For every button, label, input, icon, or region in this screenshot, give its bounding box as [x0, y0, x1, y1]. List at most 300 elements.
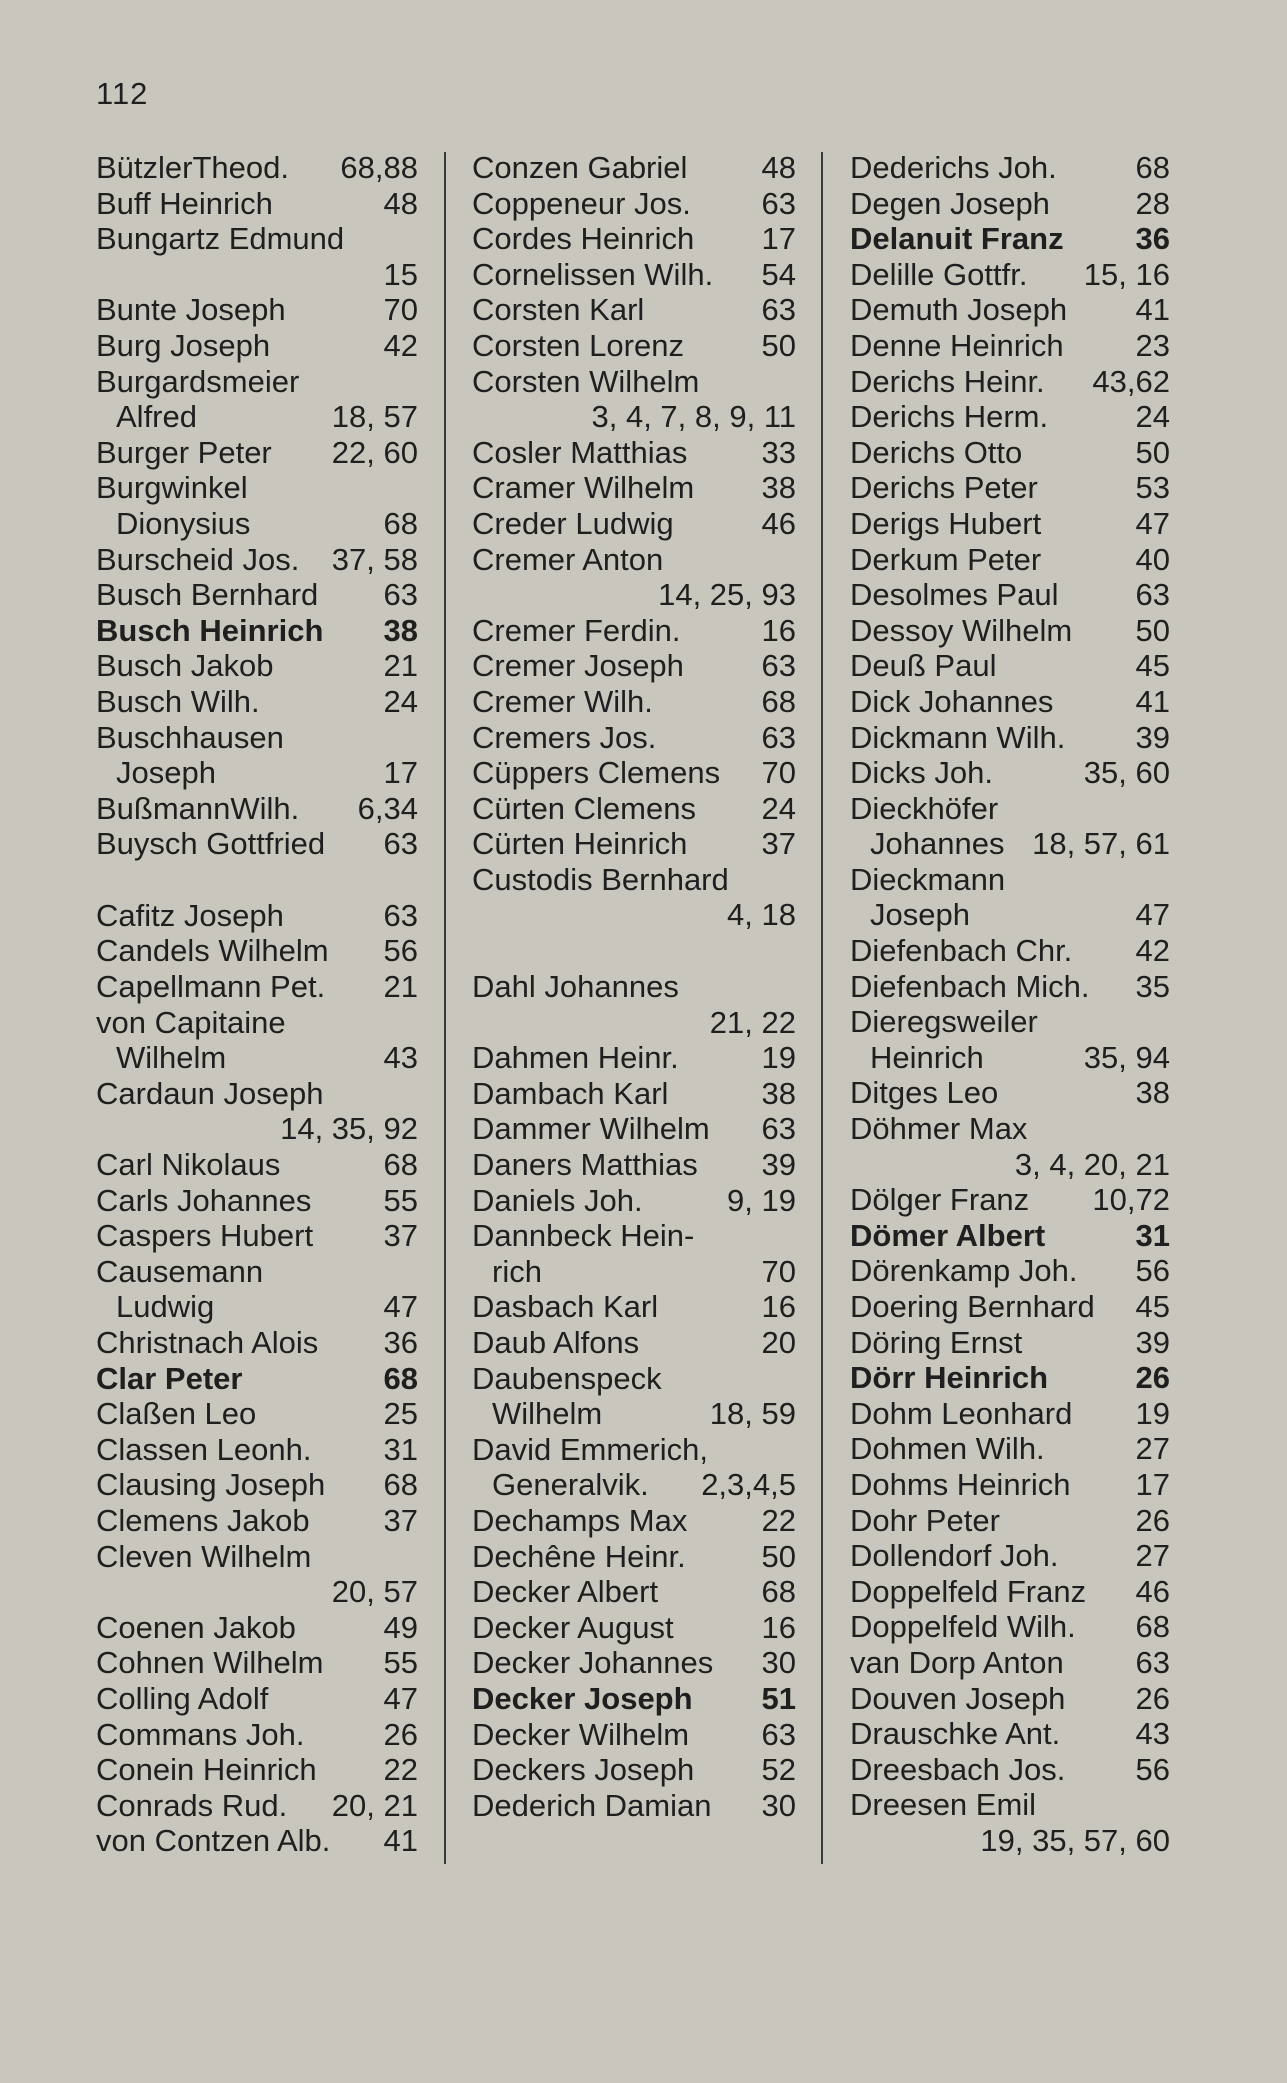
- index-entry-name: Dieregsweiler: [850, 1004, 1038, 1040]
- index-entry-name: Busch Heinrich: [96, 612, 324, 648]
- index-entry-pages: 36: [383, 1325, 418, 1360]
- index-entry-pages: 63: [761, 185, 796, 221]
- index-entry: [96, 1645, 418, 1681]
- index-entry: [96, 613, 418, 649]
- index-entry-name: Cürten Clemens: [472, 790, 696, 826]
- index-entry-pages: 39: [1135, 719, 1170, 755]
- index-entry-name: Diefenbach Chr.: [850, 933, 1073, 969]
- index-entry: [472, 1325, 796, 1361]
- index-entry-pages: 14, 35, 92: [280, 1111, 418, 1147]
- index-entry-name: Deckers Joseph: [472, 1752, 695, 1788]
- index-entry-name: Delille Gottfr.: [850, 256, 1028, 292]
- index-entry-name: Bungartz Edmund: [96, 221, 345, 257]
- index-entry-pages: 43,62: [1092, 363, 1170, 399]
- index-column-2: [472, 150, 796, 1823]
- index-entry: [96, 470, 418, 506]
- index-entry-pages: 9, 19: [727, 1182, 796, 1218]
- index-entry-pages: 22: [383, 1752, 418, 1788]
- index-entry-name: Cremer Wilh.: [472, 683, 653, 719]
- index-entry-name: Decker Albert: [472, 1574, 659, 1610]
- index-entry-pages: 45: [1135, 1289, 1170, 1324]
- index-entry-name: Decker August: [472, 1609, 674, 1645]
- index-entry: [850, 1289, 1170, 1325]
- index-entry: [850, 1574, 1170, 1610]
- index-entry: [96, 1432, 418, 1468]
- index-entry: [472, 1574, 796, 1610]
- index-entry-pages: 42: [383, 327, 418, 363]
- index-entry-name: Dohr Peter: [850, 1502, 1000, 1538]
- index-entry-pages: 53: [1135, 470, 1170, 506]
- index-entry-name: BützlerTheod.: [96, 150, 289, 185]
- index-entry: [850, 933, 1170, 969]
- index-entry: [850, 364, 1170, 400]
- index-entry-pages: 6,34: [357, 790, 418, 826]
- index-entry-pages: 24: [761, 790, 796, 826]
- index-entry: [472, 506, 796, 542]
- index-entry-name: Cremer Ferdin.: [472, 612, 681, 648]
- index-entry-name: Douven Joseph: [850, 1680, 1066, 1716]
- index-entry: [472, 1076, 796, 1112]
- index-entry-pages: 47: [383, 1680, 418, 1716]
- index-entry-continuation: [472, 1254, 796, 1290]
- index-entry-name: Demuth Joseph: [850, 292, 1068, 328]
- index-entry-name: Corsten Lorenz: [472, 327, 684, 363]
- index-entry: [850, 1538, 1170, 1574]
- index-entry: [96, 1539, 418, 1575]
- index-entry-name: von Contzen Alb.: [96, 1823, 331, 1859]
- index-entry: [850, 1645, 1170, 1681]
- index-entry: [850, 1360, 1170, 1396]
- index-entry-name: Daners Matthias: [472, 1147, 698, 1183]
- index-entry-name: Burger Peter: [96, 434, 272, 470]
- index-entry-pages: 26: [1135, 1680, 1170, 1716]
- index-entry-name: Decker Wilhelm: [472, 1716, 690, 1752]
- index-entry: [472, 1040, 796, 1076]
- index-entry-pages: 55: [383, 1645, 418, 1681]
- index-entry: [850, 1218, 1170, 1254]
- index-entry-name: Dechamps Max: [472, 1502, 688, 1538]
- index-column-3: [850, 150, 1170, 1859]
- index-entry: [472, 1218, 796, 1254]
- index-entry-pages: 54: [761, 256, 796, 292]
- index-entry: [472, 613, 796, 649]
- index-entry: [96, 1396, 418, 1432]
- index-entry-name: Dölger Franz: [850, 1182, 1030, 1218]
- index-entry-pages: 19: [761, 1040, 796, 1076]
- index-entry: [850, 862, 1170, 898]
- index-entry-continuation: [96, 1040, 418, 1076]
- index-entry: [850, 1075, 1170, 1111]
- index-entry-name: Cohnen Wilhelm: [96, 1645, 324, 1681]
- index-entry: [472, 150, 796, 186]
- index-entry-name: Dambach Karl: [472, 1075, 669, 1111]
- index-entry-pages: 68: [1135, 1609, 1170, 1645]
- index-entry-name: Colling Adolf: [96, 1680, 269, 1716]
- index-entry-name: Claßen Leo: [96, 1396, 257, 1432]
- index-entry-pages: 18, 57, 61: [1032, 826, 1170, 862]
- index-entry-name: Dieckhöfer: [850, 790, 999, 826]
- index-entry-pages: 20, 21: [331, 1787, 418, 1823]
- index-entry: [96, 1005, 418, 1041]
- index-entry-name: Cramer Wilhelm: [472, 470, 695, 506]
- index-entry-pages: 35, 60: [1083, 755, 1170, 791]
- index-entry: [96, 1325, 418, 1361]
- index-entry-name: Carl Nikolaus: [96, 1147, 281, 1183]
- index-entry-pages: 30: [761, 1787, 796, 1823]
- index-entry-pages: 70: [761, 755, 796, 791]
- index-entry-name: Burgwinkel: [96, 470, 248, 506]
- index-entry-pages: 49: [383, 1609, 418, 1645]
- index-entry: [96, 720, 418, 756]
- index-entry-pages: 22: [761, 1502, 796, 1538]
- index-entry: [96, 150, 418, 186]
- index-entry-name: Classen Leonh.: [96, 1431, 312, 1467]
- index-entry-pages: 26: [1135, 1502, 1170, 1538]
- index-entry: [850, 1431, 1170, 1467]
- index-entry-pages: 56: [383, 933, 418, 969]
- index-entry: [850, 720, 1170, 756]
- index-entry: [850, 435, 1170, 471]
- index-entry-continuation: [850, 1040, 1170, 1076]
- index-entry-pages: 4, 18: [727, 897, 796, 933]
- index-entry-pages: 41: [383, 1823, 418, 1859]
- index-entry-name: Cremers Jos.: [472, 719, 657, 755]
- index-entry-continuation: [472, 1396, 796, 1432]
- index-entry-name: Cremer Anton: [472, 541, 664, 577]
- index-entry-pages: 43: [1135, 1716, 1170, 1752]
- index-entry-name: von Capitaine: [96, 1004, 286, 1040]
- index-entry-pages: 33: [761, 434, 796, 470]
- index-entry: [850, 150, 1170, 186]
- index-entry-pages: 40: [1135, 541, 1170, 577]
- index-entry-pages: 30: [761, 1645, 796, 1681]
- index-entry-name: Degen Joseph: [850, 185, 1050, 221]
- index-entry: [472, 1432, 796, 1468]
- index-entry: [850, 1396, 1170, 1432]
- index-entry-name: Derichs Herm.: [850, 399, 1049, 435]
- index-entry-pages: 35: [1135, 968, 1170, 1004]
- index-entry: [850, 328, 1170, 364]
- index-entry: [96, 1752, 418, 1788]
- index-entry-name: Dasbach Karl: [472, 1289, 659, 1325]
- index-entry-name: Buff Heinrich: [96, 185, 273, 221]
- index-entry-name: Candels Wilhelm: [96, 933, 329, 969]
- index-entry-pages: 31: [383, 1431, 418, 1467]
- index-entry-name: Doppelfeld Wilh.: [850, 1609, 1076, 1645]
- index-entry: [850, 542, 1170, 578]
- index-entry-name: Cornelissen Wilh.: [472, 256, 714, 292]
- index-entry-continuation: [96, 399, 418, 435]
- index-entry-pages: 70: [761, 1253, 796, 1289]
- index-entry: [850, 221, 1170, 257]
- section-gap: [96, 862, 418, 898]
- index-entry: [472, 648, 796, 684]
- index-entry-pages: 21: [383, 969, 418, 1005]
- index-entry-name: Doering Bernhard: [850, 1289, 1095, 1324]
- index-entry-pages: 26: [383, 1716, 418, 1752]
- index-entry-name: Derigs Hubert: [850, 505, 1042, 541]
- index-entry-name: Deuß Paul: [850, 648, 997, 684]
- index-entry-pages: 46: [761, 505, 796, 541]
- index-entry-name: Burg Joseph: [96, 327, 271, 363]
- column-divider-right: [821, 152, 823, 1864]
- index-entry: [96, 1788, 418, 1824]
- index-entry-pages: 17: [383, 755, 418, 791]
- index-entry-name: Corsten Karl: [472, 292, 645, 328]
- index-entry: [96, 1823, 418, 1859]
- index-entry-pages: 38: [383, 612, 418, 648]
- index-entry: [472, 257, 796, 293]
- index-entry-name: Dannbeck Hein-: [472, 1218, 695, 1254]
- index-entry: [850, 1609, 1170, 1645]
- index-entry-pages: 20: [761, 1325, 796, 1360]
- index-entry-pages: 52: [761, 1752, 796, 1788]
- index-entry-pages: 28: [1135, 185, 1170, 221]
- index-entry: [472, 292, 796, 328]
- page-number: 112: [96, 76, 149, 111]
- index-entry-pages: 68: [383, 1467, 418, 1503]
- index-entry-pages: 70: [383, 292, 418, 328]
- index-entry: [96, 221, 418, 257]
- index-entry-name: Burgardsmeier: [96, 363, 300, 399]
- index-entry: [850, 1752, 1170, 1788]
- index-entry-name: Cremer Joseph: [472, 648, 684, 684]
- index-entry-name: Bunte Joseph: [96, 292, 286, 328]
- index-entry-name: Cleven Wilhelm: [96, 1538, 312, 1574]
- index-entry-name: Johannes: [870, 826, 1005, 862]
- index-entry: [472, 1788, 796, 1824]
- index-entry-pages: 17: [761, 221, 796, 257]
- index-entry: [850, 292, 1170, 328]
- index-entry: [96, 648, 418, 684]
- index-entry: [96, 1183, 418, 1219]
- index-entry: [472, 755, 796, 791]
- index-entry-name: Daniels Joh.: [472, 1182, 643, 1218]
- index-entry-name: Conzen Gabriel: [472, 150, 688, 185]
- index-entry-continuation: [850, 826, 1170, 862]
- index-entry-pages: 37: [383, 1502, 418, 1538]
- index-entry-pages: 20, 57: [331, 1574, 418, 1610]
- index-entry-name: David Emmerich,: [472, 1431, 708, 1467]
- index-entry: [96, 826, 418, 862]
- index-entry: [96, 1076, 418, 1112]
- index-entry-pages: 36: [1135, 221, 1170, 257]
- index-entry-name: Cosler Matthias: [472, 434, 688, 470]
- index-entry-pages: 68: [383, 1360, 418, 1396]
- index-entry: [850, 1716, 1170, 1752]
- index-entry: [472, 720, 796, 756]
- index-entry: [472, 1147, 796, 1183]
- index-entry-pages: 2,3,4,5: [701, 1467, 796, 1503]
- index-entry-name: Dickmann Wilh.: [850, 719, 1066, 755]
- index-entry-pages: 42: [1135, 933, 1170, 969]
- index-entry: [850, 613, 1170, 649]
- index-entry: [96, 1503, 418, 1539]
- index-entry: [96, 969, 418, 1005]
- index-entry-name: Wilhelm: [492, 1396, 603, 1432]
- index-entry-name: Ditges Leo: [850, 1075, 999, 1111]
- index-entry-name: Dechêne Heinr.: [472, 1538, 686, 1574]
- index-entry-name: Cordes Heinrich: [472, 221, 695, 257]
- index-entry-pages: 68: [383, 1147, 418, 1183]
- index-entry: [472, 1503, 796, 1539]
- index-entry-pages: 63: [761, 648, 796, 684]
- index-entry-name: Generalvik.: [492, 1467, 649, 1503]
- index-entry-pages: 3, 4, 20, 21: [1014, 1146, 1170, 1182]
- index-entry-name: Delanuit Franz: [850, 221, 1064, 257]
- index-entry-name: Dederichs Joh.: [850, 150, 1057, 185]
- index-entry-name: Corsten Wilhelm: [472, 363, 700, 399]
- index-entry: [96, 933, 418, 969]
- index-entry-name: Dreesbach Jos.: [850, 1751, 1066, 1787]
- index-entry-name: Causemann: [96, 1253, 264, 1289]
- index-entry-name: Derichs Otto: [850, 434, 1023, 470]
- index-entry-pages: 19: [1135, 1395, 1170, 1431]
- index-entry: [96, 1254, 418, 1290]
- index-entry-pages: 47: [1135, 505, 1170, 541]
- index-entry-pages: 47: [1135, 897, 1170, 933]
- index-entry-name: Dieckmann: [850, 861, 1006, 897]
- index-entry-pages: 16: [761, 612, 796, 648]
- index-entry: [96, 1147, 418, 1183]
- index-entry-pages: 38: [761, 1075, 796, 1111]
- index-entry: [96, 1467, 418, 1503]
- index-entry: [472, 791, 796, 827]
- index-entry-pages: 16: [761, 1609, 796, 1645]
- index-entry-name: Derichs Heinr.: [850, 363, 1045, 399]
- index-entry-pages: 45: [1135, 648, 1170, 684]
- index-entry: [472, 542, 796, 578]
- index-entry-name: Busch Wilh.: [96, 683, 260, 719]
- index-entry: [472, 1610, 796, 1646]
- index-entry-name: Creder Ludwig: [472, 505, 674, 541]
- index-entry-name: Commans Joh.: [96, 1716, 305, 1752]
- index-entry: [472, 1361, 796, 1397]
- index-entry-name: Dohms Heinrich: [850, 1466, 1071, 1502]
- index-entry-name: Conrads Rud.: [96, 1787, 288, 1823]
- index-entry: [96, 186, 418, 222]
- index-entry-pages: 21, 22: [709, 1004, 796, 1040]
- index-entry-pages: 37: [383, 1218, 418, 1254]
- index-entry-pages: 63: [761, 1716, 796, 1752]
- index-entry-name: Dessoy Wilhelm: [850, 612, 1073, 648]
- index-entry-pages: 24: [1135, 399, 1170, 435]
- index-entry: [472, 435, 796, 471]
- index-entry-name: Döhmer Max: [850, 1111, 1028, 1147]
- index-entry-pages: 63: [761, 1111, 796, 1147]
- index-entry: [96, 292, 418, 328]
- index-entry-name: Decker Johannes: [472, 1645, 714, 1681]
- index-entry-name: Dohmen Wilh.: [850, 1431, 1045, 1467]
- index-entry: [850, 648, 1170, 684]
- index-entry: [850, 1681, 1170, 1717]
- index-entry-pages: 10,72: [1092, 1182, 1170, 1218]
- index-entry-name: Cafitz Joseph: [96, 897, 284, 933]
- index-entry: [96, 1681, 418, 1717]
- index-entry-name: Busch Bernhard: [96, 577, 319, 613]
- index-entry: [850, 755, 1170, 791]
- index-entry-pages: 39: [761, 1147, 796, 1183]
- index-entry-pages: 37: [761, 826, 796, 862]
- index-entry-name: Heinrich: [870, 1039, 984, 1075]
- index-entry-pages: 63: [1135, 1644, 1170, 1680]
- index-entry-pages: 63: [383, 826, 418, 862]
- index-entry: [472, 1681, 796, 1717]
- index-entry: [472, 328, 796, 364]
- index-entry-name: Coenen Jakob: [96, 1609, 296, 1645]
- index-entry: [850, 506, 1170, 542]
- index-entry-name: Derichs Peter: [850, 470, 1038, 506]
- index-entry: [850, 969, 1170, 1005]
- index-entry: [96, 1610, 418, 1646]
- index-entry: [850, 1253, 1170, 1289]
- index-entry-pages: 19, 35, 57, 60: [980, 1822, 1170, 1858]
- index-entry-name: Clausing Joseph: [96, 1467, 326, 1503]
- index-entry-pages: 47: [383, 1289, 418, 1325]
- index-entry-pages: 3, 4, 7, 8, 9, 11: [591, 399, 796, 435]
- index-entry-pages: 16: [761, 1289, 796, 1325]
- index-entry: [850, 1182, 1170, 1218]
- index-entry-pages: 22, 60: [331, 434, 418, 470]
- index-entry-pages: 24: [383, 683, 418, 719]
- index-entry-name: Drauschke Ant.: [850, 1716, 1061, 1752]
- index-entry-name: Joseph: [870, 897, 970, 933]
- index-entry: [96, 364, 418, 400]
- index-entry: [850, 1325, 1170, 1361]
- index-entry: [472, 1539, 796, 1575]
- index-entry-name: Diefenbach Mich.: [850, 968, 1090, 1004]
- index-entry-pages: 50: [761, 1538, 796, 1574]
- index-entry-pages: 26: [1135, 1360, 1170, 1396]
- index-entry-name: Dörr Heinrich: [850, 1360, 1049, 1396]
- index-entry-pages: 50: [1135, 434, 1170, 470]
- index-entry-pages: 38: [761, 470, 796, 506]
- index-entry-pages: 25: [383, 1396, 418, 1432]
- index-entry-pages: 14, 25, 93: [658, 577, 796, 613]
- index-entry-name: Doppelfeld Franz: [850, 1573, 1087, 1609]
- index-entry: [472, 470, 796, 506]
- index-entry-name: Dahmen Heinr.: [472, 1040, 679, 1076]
- index-entry-pages: 63: [1135, 577, 1170, 613]
- index-entry: [96, 791, 418, 827]
- index-entry-pages: 31: [1135, 1217, 1170, 1253]
- index-entry-name: Conein Heinrich: [96, 1752, 317, 1788]
- index-entry-name: Clemens Jakob: [96, 1502, 310, 1538]
- index-entry-pages: 35, 94: [1083, 1039, 1170, 1075]
- index-entry: [96, 328, 418, 364]
- index-entry-name: Dahl Johannes: [472, 969, 679, 1005]
- index-entry: [850, 1111, 1170, 1147]
- index-entry: [96, 542, 418, 578]
- index-entry-name: Derkum Peter: [850, 541, 1042, 577]
- index-entry: [96, 1717, 418, 1753]
- index-entry-pages: 63: [761, 719, 796, 755]
- index-entry-name: Ludwig: [116, 1289, 215, 1325]
- index-entry-continuation: [96, 506, 418, 542]
- index-entry-name: Cardaun Joseph: [96, 1075, 324, 1111]
- index-entry-name: Dick Johannes: [850, 683, 1054, 719]
- index-entry-continuation: [472, 1467, 796, 1503]
- index-entry-name: Döring Ernst: [850, 1324, 1023, 1360]
- index-entry-pages: 68: [1135, 150, 1170, 185]
- index-entry-name: BußmannWilh.: [96, 790, 300, 826]
- index-entry-pages: 41: [1135, 683, 1170, 719]
- index-entry-name: rich: [492, 1253, 542, 1289]
- index-entry-pages: 27: [1135, 1431, 1170, 1467]
- index-entry: [472, 186, 796, 222]
- index-entry: [850, 684, 1170, 720]
- index-entry-name: Christnach Alois: [96, 1325, 319, 1360]
